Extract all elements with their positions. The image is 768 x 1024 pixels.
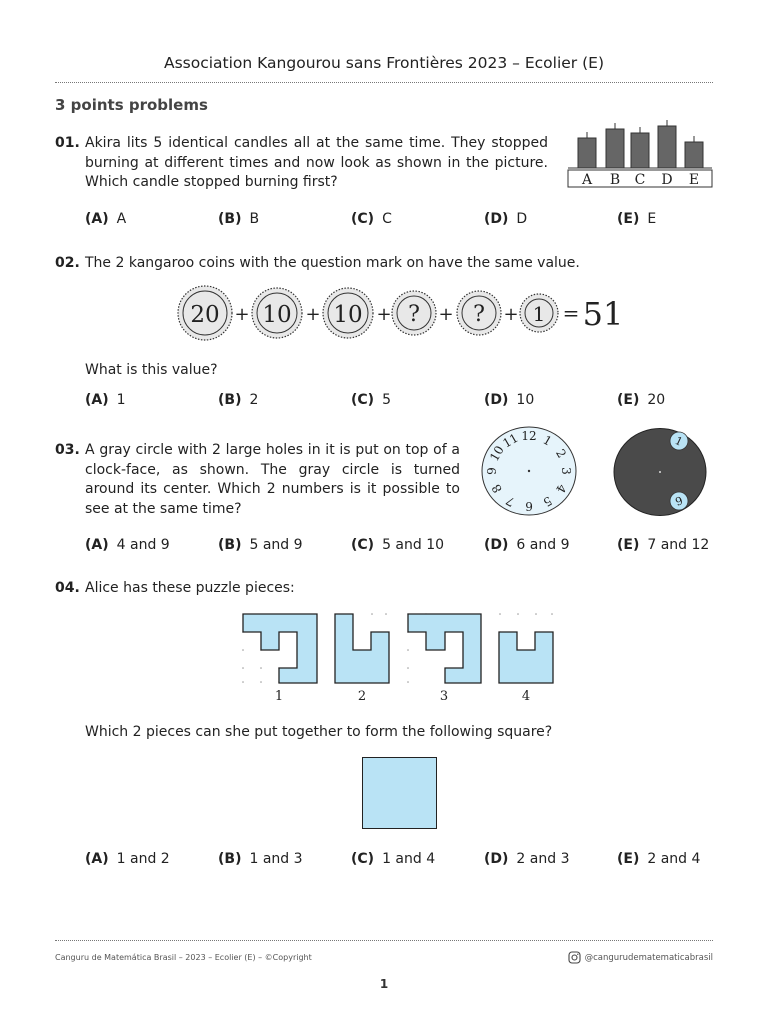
candle-label-a: A	[581, 172, 593, 188]
candle-d	[658, 126, 676, 168]
plus-sign-3: +	[376, 304, 392, 325]
piece-label-3: 3	[439, 689, 449, 704]
puzzle-pieces-figure	[236, 604, 560, 706]
coins-result: 51	[582, 295, 624, 333]
question-4-subtext: Which 2 pieces can she put together to form the following square?	[85, 724, 553, 740]
question-4-text: Alice has these puzzle pieces:	[85, 580, 295, 596]
candle-a	[578, 138, 596, 168]
question-3-text: A gray circle with 2 large holes in it is put on top of a clock-face, as shown. The gray circle is turned around its center. Which 2 numbers is it possible to see at the same time?	[85, 442, 460, 517]
question-4-number: 04.	[55, 580, 80, 596]
puzzle-piece-3	[408, 614, 481, 683]
coin-question-a: ?	[408, 302, 420, 327]
coin-10-a: 10	[262, 302, 292, 328]
q4-option-d[interactable]: (D) 2 and 3	[484, 851, 570, 867]
q3-option-c[interactable]: (C) 5 and 10	[351, 537, 445, 553]
q2-option-e[interactable]: (E) 20	[617, 392, 666, 408]
clock-number-7: 7	[503, 493, 518, 510]
plus-sign-4: +	[438, 304, 454, 325]
clock-number-4: 4	[553, 481, 570, 496]
plus-sign-5: +	[503, 304, 519, 325]
candle-b	[606, 129, 624, 168]
candles-figure	[564, 118, 716, 190]
hole-number-6: 6	[673, 493, 685, 508]
q4-option-b[interactable]: (B) 1 and 3	[218, 851, 303, 867]
question-3-number: 03.	[55, 442, 80, 458]
clock-number-6: 6	[525, 499, 533, 513]
footer-divider	[55, 940, 713, 941]
clock-number-11: 11	[500, 430, 521, 451]
hole-number-1: 1	[672, 434, 685, 449]
candle-label-c: C	[634, 172, 646, 188]
puzzle-piece-2	[335, 614, 389, 683]
gray-disc-figure	[612, 427, 710, 519]
target-square	[362, 757, 437, 829]
coin-question-b: ?	[473, 302, 485, 327]
clock-number-2: 2	[553, 446, 570, 461]
clock-number-8: 8	[488, 481, 505, 496]
q3-option-d[interactable]: (D) 6 and 9	[484, 537, 570, 553]
q2-option-d[interactable]: (D) 10	[484, 392, 535, 408]
plus-sign-2: +	[305, 304, 321, 325]
clock-face-figure	[478, 423, 582, 519]
clock-number-9: 9	[485, 467, 499, 475]
coin-1: 1	[532, 302, 546, 326]
clock-number-5: 5	[540, 493, 555, 510]
q3-option-e[interactable]: (E) 7 and 12	[617, 537, 710, 553]
q2-option-a[interactable]: (A) 1	[85, 392, 126, 408]
question-1-number: 01.	[55, 135, 80, 151]
q4-option-e[interactable]: (E) 2 and 4	[617, 851, 701, 867]
q3-option-b[interactable]: (B) 5 and 9	[218, 537, 303, 553]
coin-20: 20	[190, 302, 220, 328]
candle-label-e: E	[688, 172, 700, 188]
coin-10-b: 10	[333, 302, 363, 328]
q4-option-c[interactable]: (C) 1 and 4	[351, 851, 436, 867]
question-2-subtext: What is this value?	[85, 362, 218, 378]
equals-sign: =	[562, 301, 580, 325]
clock-number-1: 1	[540, 432, 555, 449]
candle-c	[631, 133, 649, 168]
q4-option-a[interactable]: (A) 1 and 2	[85, 851, 170, 867]
candle-e	[685, 142, 703, 168]
candle-label-b: B	[609, 172, 621, 188]
candle-label-d: D	[661, 172, 673, 188]
page-number: 1	[379, 977, 389, 991]
q1-option-b[interactable]: (B) B	[218, 211, 260, 227]
q2-option-c[interactable]: (C) 5	[351, 392, 391, 408]
question-2-text: The 2 kangaroo coins with the question mark on have the same value.	[85, 255, 580, 271]
plus-sign-1: +	[234, 304, 250, 325]
piece-label-4: 4	[521, 689, 531, 704]
footer-copyright: Canguru de Matemática Brasil – 2023 – Ecolier (E) – ©Copyright	[55, 953, 312, 962]
piece-label-2: 2	[357, 689, 367, 704]
question-1-text: Akira lits 5 identical candles all at the same time. They stopped burning at different times and now look as shown in the picture. Which candle stopped burning first?	[85, 135, 548, 190]
footer-social[interactable]	[568, 951, 713, 964]
header-divider	[55, 82, 713, 83]
puzzle-piece-4	[499, 632, 553, 683]
piece-label-1: 1	[274, 689, 284, 704]
footer-social-handle: @cangurudematematicabrasil	[584, 952, 713, 963]
question-2-number: 02.	[55, 255, 80, 271]
q1-option-c[interactable]: (C) C	[351, 211, 392, 227]
q1-option-e[interactable]: (E) E	[617, 211, 657, 227]
instagram-icon	[568, 951, 581, 964]
clock-number-12: 12	[521, 429, 537, 443]
clock-number-3: 3	[559, 467, 573, 475]
page-header-title: Association Kangourou sans Frontières 2023 – Ecolier (E)	[163, 54, 604, 72]
clock-number-10: 10	[487, 443, 507, 464]
q3-option-a[interactable]: (A) 4 and 9	[85, 537, 170, 553]
coins-figure	[172, 285, 632, 345]
q1-option-d[interactable]: (D) D	[484, 211, 528, 227]
section-title: 3 points problems	[55, 96, 208, 114]
q2-option-b[interactable]: (B) 2	[218, 392, 259, 408]
puzzle-piece-1	[243, 614, 317, 683]
q1-option-a[interactable]: (A) A	[85, 211, 127, 227]
